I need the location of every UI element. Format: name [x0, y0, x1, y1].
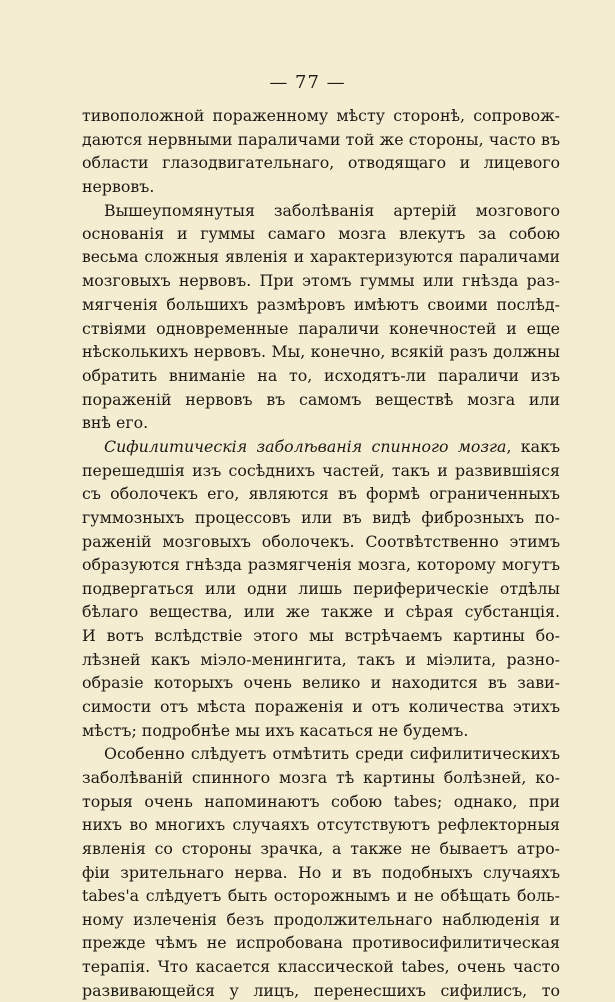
text-line — [82, 530, 560, 554]
text-line — [82, 624, 560, 648]
line-text: мягченія большихъ размѣровъ имѣютъ своими послѣд- — [82, 295, 560, 315]
text-line — [82, 222, 560, 246]
line-text: образуются гнѣзда размягченія мозга, которому могутъ — [82, 555, 560, 575]
line-text: лѣзней какъ міэло-менингита, такъ и міэлита, разно- — [82, 649, 560, 669]
text-line — [82, 269, 560, 293]
text-line — [82, 435, 560, 459]
text-line — [82, 482, 560, 506]
text-line — [82, 861, 560, 885]
text-line — [82, 553, 560, 577]
line-text: торыя очень напоминаютъ собою tabes; однако, при — [82, 791, 560, 811]
text-line — [82, 411, 560, 435]
line-text: обратить вниманіе на то, исходятъ-ли параличи изъ — [82, 366, 560, 386]
line-text: , какъ — [506, 436, 560, 456]
line-text: ствіями одновременные параличи конечностей и еще — [82, 318, 560, 338]
line-text: прежде чѣмъ не испробована противосифилитическая — [82, 933, 560, 953]
text-line — [82, 506, 560, 530]
text-line — [82, 600, 560, 624]
line-text: Вышеупомянутыя заболѣванія артерій мозгового — [104, 200, 560, 220]
text-line — [82, 742, 560, 766]
text-line — [82, 719, 560, 743]
line-text: нѣсколькихъ нервовъ. Мы, конечно, всякій разъ должны — [82, 342, 560, 362]
line-text: подвергаться или одни лишь периферическіе отдѣлы — [82, 578, 560, 598]
page-number: — 77 — — [269, 72, 346, 93]
line-text: явленія со стороны зрачка, а также не бываетъ атро- — [82, 838, 560, 858]
text-line — [82, 199, 560, 223]
line-text: съ оболочекъ его, являются въ формѣ ограниченныхъ — [82, 484, 560, 504]
text-line — [82, 979, 560, 1002]
line-text: пораженій нервовъ въ самомъ веществѣ мозга или — [82, 389, 560, 409]
text-line — [82, 317, 560, 341]
line-text: tabes'а слѣдуетъ быть осторожнымъ и не обѣщать боль- — [82, 886, 560, 906]
text-line — [82, 340, 560, 364]
text-line — [82, 293, 560, 317]
text-line — [82, 931, 560, 955]
line-text: ному излеченія безъ продолжительнаго наблюденія и — [82, 909, 560, 929]
line-text: внѣ его. — [82, 413, 149, 433]
line-text: гуммозныхъ процессовъ или въ видѣ фиброзныхъ по- — [82, 507, 560, 527]
line-text: весьма сложныя явленія и характеризуются параличами — [82, 247, 560, 266]
line-text: И вотъ вслѣдствіе этого мы встрѣчаемъ картины бо- — [82, 626, 560, 646]
text-line — [82, 813, 560, 837]
body-text — [82, 104, 560, 1002]
line-text: раженій мозговыхъ оболочекъ. Соотвѣтственно этимъ — [82, 531, 560, 551]
line-text: бѣлаго вещества, или же также и сѣрая субстанція. — [82, 602, 560, 622]
text-line — [82, 884, 560, 908]
text-line — [82, 695, 560, 719]
line-text: симости отъ мѣста пораженія и отъ количества этихъ — [82, 697, 560, 717]
line-text: перешедшія изъ сосѣднихъ частей, такъ и развившіяся — [82, 460, 560, 480]
text-line — [82, 790, 560, 814]
text-line — [82, 246, 560, 270]
line-text: терапія. Что касается классической tabes, очень часто — [82, 957, 560, 977]
text-line — [82, 175, 560, 199]
line-text: образіе которыхъ очень велико и находится въ зави- — [82, 673, 560, 693]
line-text: тивоположной пораженному мѣсту сторонѣ, сопровож- — [82, 106, 560, 125]
text-line — [82, 766, 560, 790]
line-text: мозговыхъ нервовъ. При этомъ гуммы или гнѣзда раз- — [82, 271, 560, 291]
italic-heading: Сифилитическія заболѣванія спинного мозга — [104, 436, 507, 456]
line-text: фіи зрительнаго нерва. Но и въ подобныхъ случаяхъ — [82, 862, 560, 882]
line-text: нихъ во многихъ случаяхъ отсутствуютъ рефлекторныя — [82, 815, 560, 835]
text-line — [82, 128, 560, 152]
text-line — [82, 577, 560, 601]
line-text: области глазодвигательнаго, отводящаго и лицевого — [82, 153, 560, 173]
text-line — [82, 388, 560, 412]
text-line — [82, 104, 560, 128]
text-line — [82, 459, 560, 483]
text-line — [82, 955, 560, 979]
line-text: Особенно слѣдуетъ отмѣтить среди сифилитическихъ — [104, 744, 560, 764]
line-text: мѣстъ; подробнѣе мы ихъ касаться не будемъ. — [82, 720, 469, 740]
line-text: основанія и гуммы самаго мозга влекутъ за собою — [82, 224, 560, 244]
line-text: заболѣваній спинного мозга тѣ картины болѣзней, ко- — [82, 767, 560, 787]
line-text: нервовъ. — [82, 176, 155, 196]
text-line — [82, 908, 560, 932]
line-text: даются нервными параличами той же стороны, часто въ — [82, 129, 560, 149]
text-line — [82, 364, 560, 388]
text-line — [82, 648, 560, 672]
text-line — [82, 671, 560, 695]
text-line — [82, 837, 560, 861]
text-line — [82, 151, 560, 175]
line-text: развивающейся у лицъ, перенесшихъ сифилисъ, то — [82, 980, 560, 1000]
